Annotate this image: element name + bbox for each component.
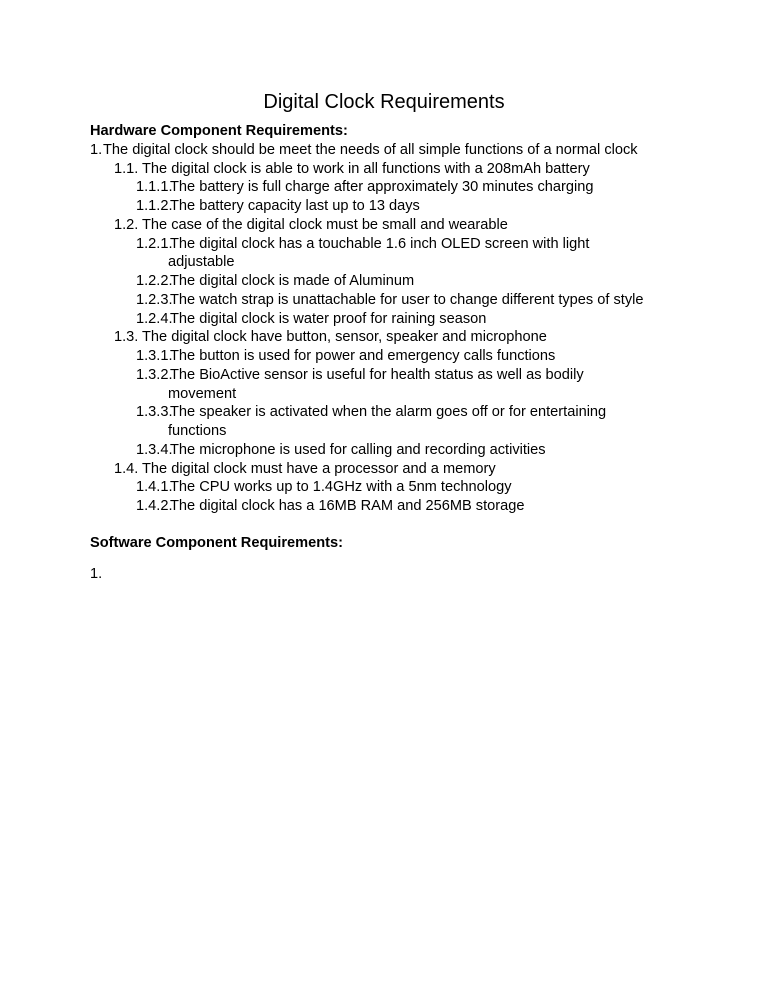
list-item [0,272,768,291]
list-item [0,291,768,310]
list-text: The CPU works up to 1.4GHz with a 5nm technology [170,479,512,496]
list-item [0,366,768,385]
list-number: 1.3.3. [136,404,173,421]
list-item [0,497,768,516]
hardware-list [0,141,768,516]
list-item [0,141,768,160]
list-text: The battery capacity last up to 13 days [170,198,420,214]
list-item [0,478,768,497]
list-number: 1.1. [114,160,139,177]
list-text: The microphone is used for calling and recording activities [170,441,546,458]
hardware-heading: Hardware Component Requirements: [90,123,348,139]
list-number: 1.4.1. [136,479,173,496]
list-text: The digital clock is able to work in all functions with a 208mAh battery [142,160,590,177]
list-text: The digital clock has a 16MB RAM and 256MB storage [170,498,525,514]
list-number: 1.3.1. [136,348,173,364]
list-number: 1.3.4. [136,441,173,458]
list-text-continuation: functions [168,423,227,439]
list-number: 1.1.1. [136,179,173,196]
list-item [0,403,768,422]
list-number: 1.1.2. [136,198,173,214]
list-item [0,216,768,235]
list-number: 1. [90,141,103,158]
document-body [0,122,768,583]
list-item [0,441,768,460]
list-text: The speaker is activated when the alarm goes off or for entertaining [170,404,607,421]
list-item [0,178,768,197]
list-text: The digital clock should be meet the needs of all simple functions of a normal clock [103,141,638,158]
list-number: 1.3. [114,329,139,346]
list-item [0,328,768,347]
document-title: Digital Clock Requirements [263,91,505,113]
list-text-continuation: adjustable [168,254,235,271]
list-text: The BioActive sensor is useful for health status as well as bodily [170,366,584,383]
list-item [0,347,768,366]
list-number: 1.3.2. [136,366,173,383]
list-item [0,460,768,479]
list-text: The digital clock has a touchable 1.6 inch OLED screen with light [170,235,590,252]
software-list-item [0,565,768,584]
list-text: The watch strap is unattachable for user to change different types of style [170,291,644,308]
list-number: 1.2.1. [136,235,173,252]
list-text: The digital clock have button, sensor, speaker and microphone [142,329,547,346]
list-item [0,310,768,329]
list-number: 1. [90,565,103,582]
list-text-continuation: movement [168,385,237,402]
list-text: The digital clock is water proof for raining season [170,310,487,327]
list-item [0,235,768,254]
software-heading: Software Component Requirements: [90,534,343,551]
list-item [0,197,768,216]
list-item-continuation [0,422,768,441]
list-number: 1.2.4. [136,310,173,327]
list-text: The digital clock is made of Aluminum [170,273,415,289]
list-text: The battery is full charge after approximately 30 minutes charging [170,179,594,196]
list-number: 1.2.3. [136,291,173,308]
list-item-continuation [0,385,768,404]
list-number: 1.4.2. [136,498,173,514]
list-number: 1.4. [114,460,139,477]
list-number: 1.2. [114,216,139,233]
list-text: The button is used for power and emergency calls functions [170,348,556,364]
list-item [0,160,768,179]
list-text: The case of the digital clock must be small and wearable [142,216,508,233]
list-text: The digital clock must have a processor and a memory [142,460,496,477]
list-number: 1.2.2. [136,273,173,289]
list-item-continuation [0,253,768,272]
